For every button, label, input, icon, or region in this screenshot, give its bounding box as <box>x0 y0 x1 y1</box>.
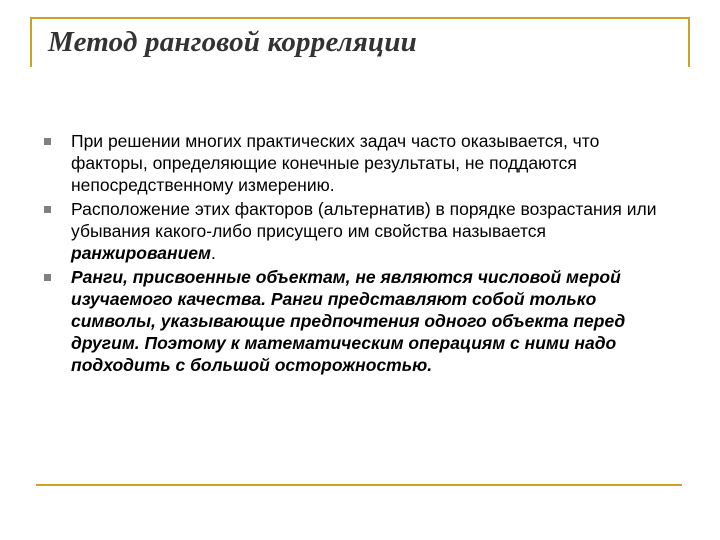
bullet-list <box>44 130 674 378</box>
top-border-line <box>30 17 690 19</box>
square-bullet-icon <box>44 206 51 213</box>
square-bullet-icon <box>44 274 51 281</box>
bullet-text-2-end: . <box>210 243 216 263</box>
bullet-item-1 <box>44 130 674 196</box>
right-border-line <box>688 17 690 67</box>
emphasized-term: ранжированием <box>71 243 211 263</box>
square-bullet-icon <box>44 138 51 145</box>
slide-title: Метод ранговой корреляции <box>48 26 418 58</box>
bullet-text-1: При решении многих практических задач часто оказывается, что факторы, определяющие конечные результаты, не поддаются непосредственному измерению. <box>71 131 600 195</box>
bottom-border-line <box>36 484 682 486</box>
left-border-line <box>30 17 32 67</box>
bullet-text-2: Расположение этих факторов (альтернатив) в порядке возрастания или убывания какого-либо присущего им свойства называется <box>71 199 657 241</box>
bullet-text-3: Ранги, присвоенные объектам, не являются числовой мерой изучаемого качества. Ранги представляют собой только символы, указывающие предпочтения одного объекта перед другим. Поэтому к математическим операциям с ними надо подходить с большой осторожностью. <box>71 267 626 375</box>
bullet-item-3 <box>44 266 674 376</box>
bullet-item-2 <box>44 198 674 264</box>
